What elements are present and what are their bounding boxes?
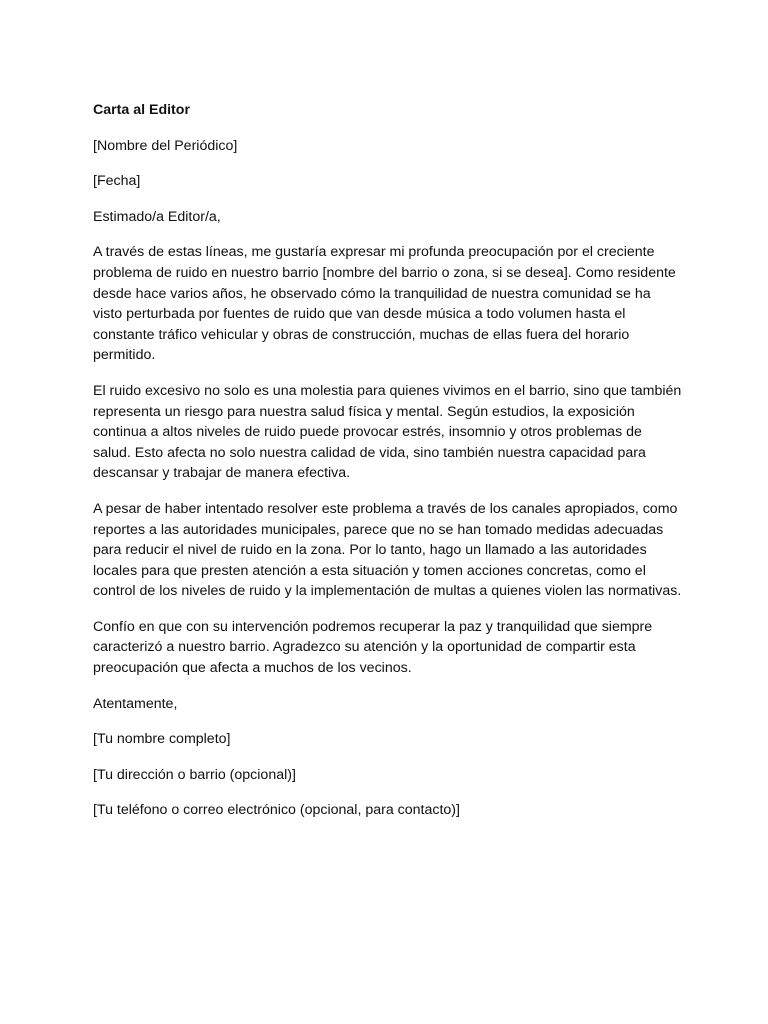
closing: Atentamente,: [93, 695, 178, 712]
letter-title: Carta al Editor: [93, 102, 190, 118]
signature-contact: [Tu teléfono o correo electrónico (opcional, para contacto)]: [93, 802, 460, 819]
letter-date: [Fecha]: [93, 173, 141, 190]
paragraph-3: A pesar de haber intentado resolver este problema a través de los canales apropiados, como reportes a las autoridades municipales, parece que no se han tomado medidas adecuadas para reducir el nivel de ruido en la zona. Por lo tanto, hago un llamado a las autoridades locales para que presten atención a esta situación y tomen acciones concretas, como el control de los niveles de ruido y la implementación de multas a quienes violen las normativas.: [93, 500, 682, 600]
paragraph-1: A través de estas líneas, me gustaría expresar mi profunda preocupación por el creciente problema de ruido en nuestro barrio [nombre del barrio o zona, si se desea]. Como residente desde hace varios años, he observado cómo la tranquilidad de nuestra comunidad se ha visto perturbada por fuentes de ruido que van desde música a todo volumen hasta el constante tráfico vehicular y obras de construcción, muchas de ellas fuera del horario permitido.: [93, 244, 676, 364]
salutation: Estimado/a Editor/a,: [93, 208, 221, 225]
newspaper-name: [Nombre del Periódico]: [93, 137, 238, 154]
letter-body: [93, 100, 683, 836]
paragraph-2: El ruido excesivo no solo es una molestia para quienes vivimos en el barrio, sino que también representa un riesgo para nuestra salud física y mental. Según estudios, la exposición continua a altos niveles de ruido puede provocar estrés, insomnio y otros problemas de salud. Esto afecta no solo nuestra calidad de vida, sino también nuestra capacidad para descansar y trabajar de manera efectiva.: [93, 382, 682, 482]
signature-name: [Tu nombre completo]: [93, 731, 231, 748]
paragraph-4: Confío en que con su intervención podremos recuperar la paz y tranquilidad que siempre caracterizó a nuestro barrio. Agradezco su atención y la oportunidad de compartir esta preocupación que afecta a muchos de los vecinos.: [93, 618, 653, 677]
signature-address: [Tu dirección o barrio (opcional)]: [93, 766, 296, 783]
